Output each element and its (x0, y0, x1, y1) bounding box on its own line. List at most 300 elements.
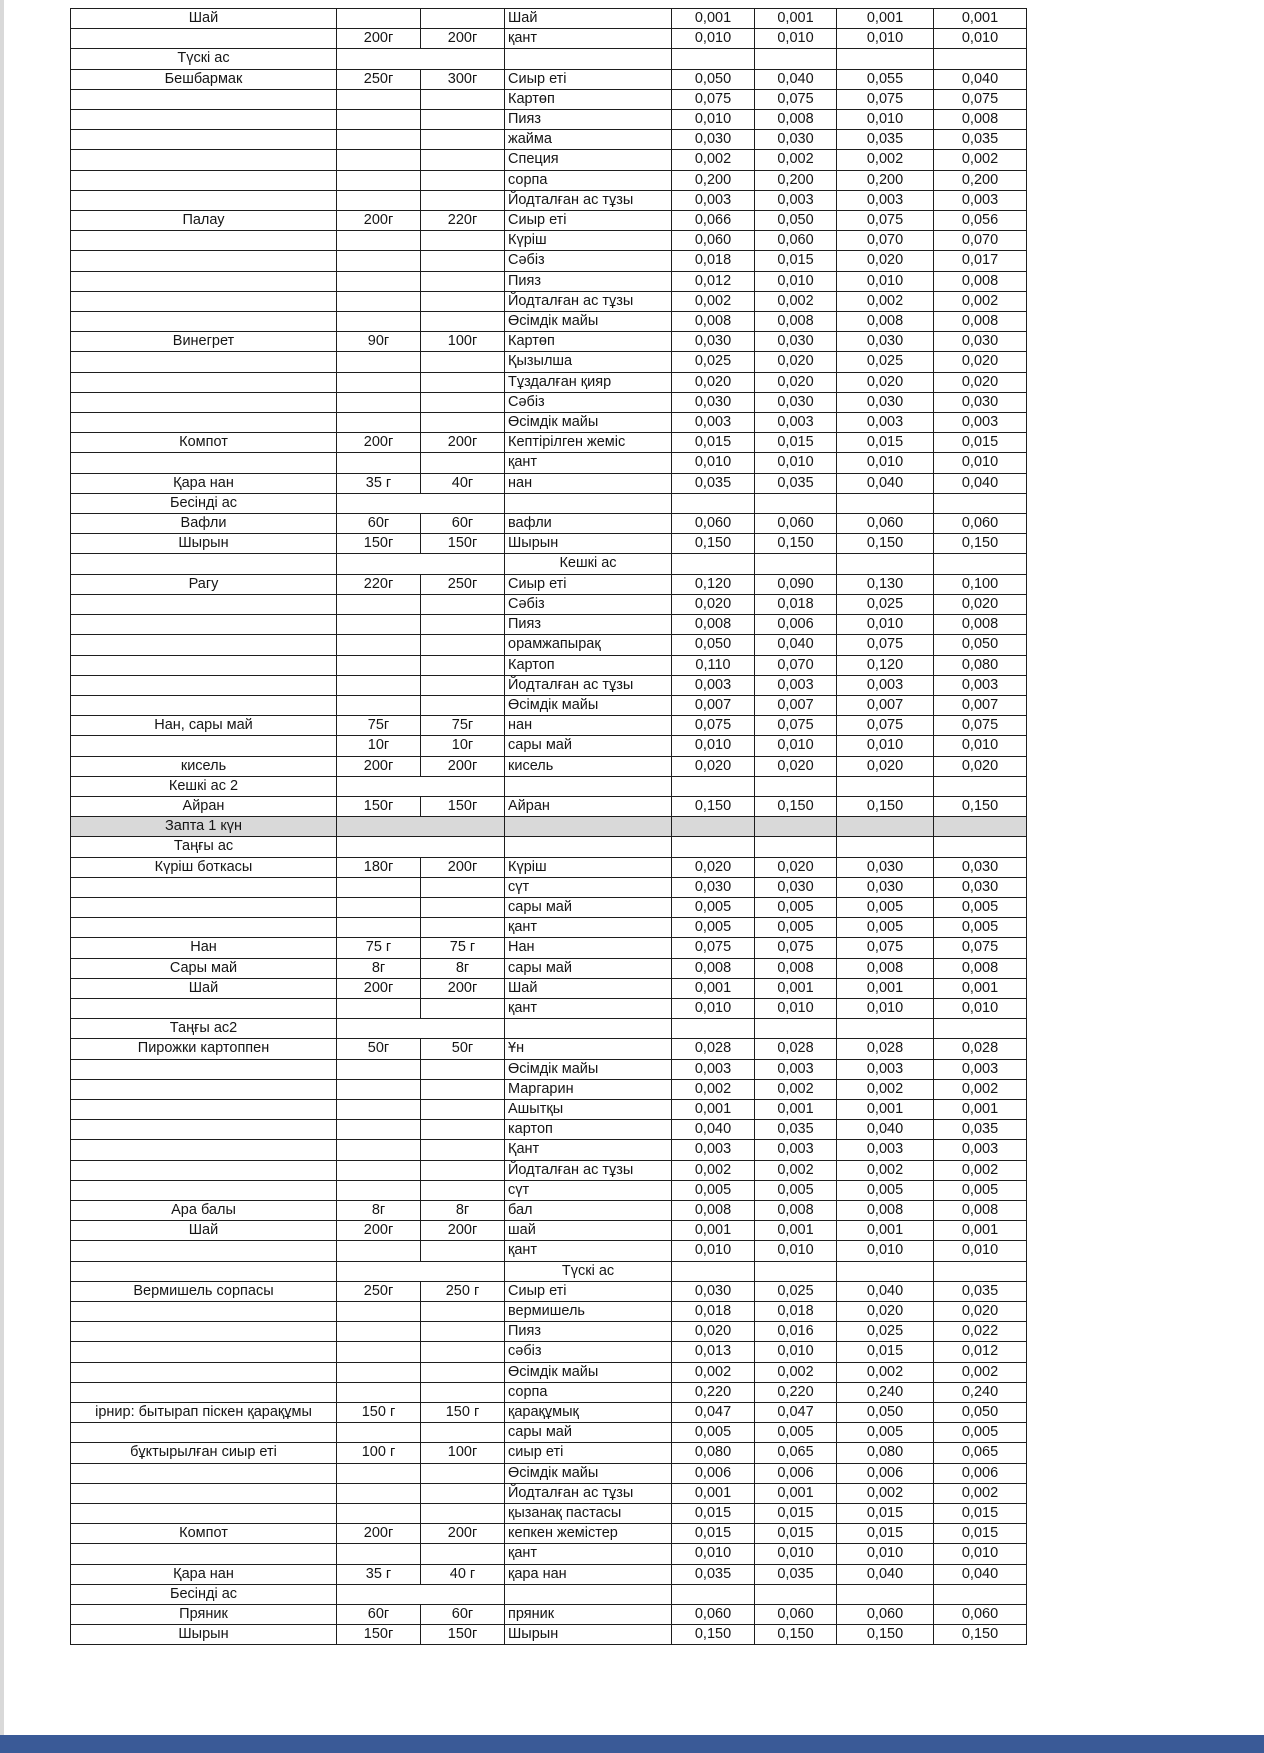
dish-name-cell (71, 1382, 337, 1402)
table-row (71, 251, 1027, 271)
portion-small-cell (337, 291, 421, 311)
dish-name-cell (71, 392, 337, 412)
portion-large-cell (421, 110, 505, 130)
net-large-cell: 0,001 (934, 978, 1027, 998)
net-small-cell: 0,028 (755, 1039, 837, 1059)
gross-small-cell: 0,150 (672, 1625, 755, 1645)
gross-small-cell: 0,013 (672, 1342, 755, 1362)
empty-cell (755, 49, 837, 69)
dish-name-cell: Ара балы (71, 1200, 337, 1220)
net-small-cell: 0,075 (755, 89, 837, 109)
dish-name-cell (71, 352, 337, 372)
net-small-cell: 0,010 (755, 271, 837, 291)
portion-large-cell (421, 1120, 505, 1140)
gross-small-cell: 0,150 (672, 796, 755, 816)
portion-small-cell (337, 392, 421, 412)
portion-small-cell (337, 453, 421, 473)
section-label-cell: Таңғы ас (71, 837, 337, 857)
table-row (71, 231, 1027, 251)
gross-large-cell: 0,010 (837, 1544, 934, 1564)
ingredient-cell: Шай (505, 978, 672, 998)
portion-large-cell (421, 170, 505, 190)
ingredient-cell: сары май (505, 736, 672, 756)
section-row (71, 49, 1027, 69)
gross-small-cell: 0,010 (672, 453, 755, 473)
dish-name-cell (71, 271, 337, 291)
gross-small-cell: 0,030 (672, 877, 755, 897)
portion-small-cell (337, 1241, 421, 1261)
net-small-cell: 0,060 (755, 1605, 837, 1625)
ingredient-cell: Сиыр еті (505, 211, 672, 231)
table-row (71, 433, 1027, 453)
dish-name-cell (71, 190, 337, 210)
dish-name-cell (71, 675, 337, 695)
portion-small-cell: 8г (337, 958, 421, 978)
net-small-cell: 0,030 (755, 877, 837, 897)
gross-small-cell: 0,110 (672, 655, 755, 675)
portion-small-cell: 35 г (337, 1564, 421, 1584)
section-row (71, 493, 1027, 513)
ingredient-cell: сары май (505, 1423, 672, 1443)
portion-large-cell (421, 413, 505, 433)
gross-large-cell: 0,015 (837, 1524, 934, 1544)
dish-name-cell (71, 130, 337, 150)
portion-large-cell (421, 150, 505, 170)
gross-large-cell: 0,070 (837, 231, 934, 251)
portion-small-cell (337, 615, 421, 635)
ingredient-cell: қант (505, 998, 672, 1018)
portion-small-cell (337, 231, 421, 251)
net-large-cell: 0,075 (934, 716, 1027, 736)
net-small-cell: 0,030 (755, 332, 837, 352)
gross-large-cell: 0,005 (837, 918, 934, 938)
gross-large-cell: 0,035 (837, 130, 934, 150)
net-large-cell: 0,002 (934, 1160, 1027, 1180)
empty-cell (837, 1019, 934, 1039)
net-large-cell: 0,028 (934, 1039, 1027, 1059)
net-small-cell: 0,005 (755, 897, 837, 917)
gross-large-cell: 0,002 (837, 1160, 934, 1180)
ingredient-cell: Өсімдік майы (505, 1362, 672, 1382)
gross-small-cell: 0,050 (672, 69, 755, 89)
dish-name-cell (71, 877, 337, 897)
portion-small-cell (337, 1382, 421, 1402)
portion-large-cell (421, 271, 505, 291)
gross-small-cell: 0,002 (672, 291, 755, 311)
portion-large-cell (421, 1140, 505, 1160)
ingredient-cell: сәбіз (505, 1342, 672, 1362)
empty-cell (755, 1261, 837, 1281)
portion-small-cell (337, 695, 421, 715)
net-large-cell: 0,030 (934, 392, 1027, 412)
empty-cell (337, 817, 505, 837)
gross-large-cell: 0,008 (837, 312, 934, 332)
net-large-cell: 0,050 (934, 1403, 1027, 1423)
portion-large-cell (421, 392, 505, 412)
net-small-cell: 0,065 (755, 1443, 837, 1463)
empty-cell (505, 49, 672, 69)
table-row (71, 1059, 1027, 1079)
net-large-cell: 0,003 (934, 190, 1027, 210)
gross-large-cell: 0,150 (837, 796, 934, 816)
portion-large-cell: 75г (421, 716, 505, 736)
net-large-cell: 0,005 (934, 1180, 1027, 1200)
gross-large-cell: 0,060 (837, 514, 934, 534)
net-large-cell: 0,065 (934, 1443, 1027, 1463)
ingredient-cell: Йодталған ас тұзы (505, 1160, 672, 1180)
net-large-cell: 0,020 (934, 1302, 1027, 1322)
gross-large-cell: 0,030 (837, 877, 934, 897)
gross-small-cell: 0,120 (672, 574, 755, 594)
gross-large-cell: 0,015 (837, 1504, 934, 1524)
net-small-cell: 0,035 (755, 473, 837, 493)
gross-small-cell: 0,010 (672, 110, 755, 130)
portion-large-cell (421, 372, 505, 392)
meal-heading-cell: Түскі ас (505, 1261, 672, 1281)
dish-name-cell (71, 231, 337, 251)
portion-large-cell: 150г (421, 796, 505, 816)
gross-small-cell: 0,028 (672, 1039, 755, 1059)
gross-small-cell: 0,012 (672, 271, 755, 291)
gross-small-cell: 0,008 (672, 1200, 755, 1220)
empty-cell (837, 554, 934, 574)
net-large-cell: 0,005 (934, 1423, 1027, 1443)
portion-small-cell: 250г (337, 1281, 421, 1301)
portion-small-cell (337, 635, 421, 655)
ingredient-cell: Күріш (505, 231, 672, 251)
ingredient-cell: Шай (505, 9, 672, 29)
empty-cell (71, 554, 337, 574)
table-row (71, 756, 1027, 776)
portion-large-cell: 200г (421, 29, 505, 49)
gross-small-cell: 0,002 (672, 150, 755, 170)
gross-large-cell: 0,015 (837, 433, 934, 453)
net-large-cell: 0,020 (934, 372, 1027, 392)
gross-small-cell: 0,220 (672, 1382, 755, 1402)
portion-small-cell (337, 1322, 421, 1342)
net-large-cell: 0,008 (934, 1200, 1027, 1220)
dish-name-cell: Қара нан (71, 1564, 337, 1584)
portion-large-cell (421, 918, 505, 938)
table-row (71, 857, 1027, 877)
portion-small-cell (337, 918, 421, 938)
ingredient-cell: сары май (505, 958, 672, 978)
net-small-cell: 0,001 (755, 1483, 837, 1503)
dish-name-cell (71, 655, 337, 675)
dish-name-cell (71, 897, 337, 917)
portion-large-cell (421, 998, 505, 1018)
portion-small-cell (337, 352, 421, 372)
net-small-cell: 0,090 (755, 574, 837, 594)
empty-cell (672, 49, 755, 69)
gross-small-cell: 0,005 (672, 918, 755, 938)
gross-small-cell: 0,001 (672, 1099, 755, 1119)
dish-name-cell: Шырын (71, 534, 337, 554)
empty-cell (337, 1261, 505, 1281)
gross-large-cell: 0,001 (837, 1221, 934, 1241)
portion-small-cell (337, 170, 421, 190)
table-row (71, 1544, 1027, 1564)
empty-cell (672, 554, 755, 574)
dish-name-cell: ірнир: бытырап піскен қарақұмы (71, 1403, 337, 1423)
net-large-cell: 0,040 (934, 69, 1027, 89)
portion-small-cell (337, 1362, 421, 1382)
portion-small-cell (337, 1483, 421, 1503)
net-large-cell: 0,056 (934, 211, 1027, 231)
gross-small-cell: 0,003 (672, 1140, 755, 1160)
net-large-cell: 0,001 (934, 1221, 1027, 1241)
ingredient-cell: қант (505, 1241, 672, 1261)
gross-small-cell: 0,001 (672, 9, 755, 29)
net-large-cell: 0,060 (934, 1605, 1027, 1625)
portion-small-cell (337, 190, 421, 210)
portion-large-cell (421, 1463, 505, 1483)
section-label-cell: Запта 1 күн (71, 817, 337, 837)
gross-small-cell: 0,035 (672, 1564, 755, 1584)
ingredient-cell: қарақұмық (505, 1403, 672, 1423)
empty-cell (755, 1019, 837, 1039)
gross-large-cell: 0,075 (837, 89, 934, 109)
net-small-cell: 0,002 (755, 1079, 837, 1099)
empty-cell (505, 493, 672, 513)
gross-small-cell: 0,003 (672, 675, 755, 695)
portion-small-cell (337, 1180, 421, 1200)
empty-cell (672, 1584, 755, 1604)
portion-large-cell (421, 1342, 505, 1362)
empty-cell (755, 776, 837, 796)
menu-table (70, 8, 1027, 1645)
net-large-cell: 0,005 (934, 918, 1027, 938)
gross-small-cell: 0,066 (672, 211, 755, 231)
gross-large-cell: 0,003 (837, 1059, 934, 1079)
ingredient-cell: картоп (505, 1120, 672, 1140)
gross-small-cell: 0,008 (672, 615, 755, 635)
section-label-cell: Түскі ас (71, 49, 337, 69)
net-large-cell: 0,006 (934, 1463, 1027, 1483)
ingredient-cell: Сиыр еті (505, 574, 672, 594)
table-row (71, 332, 1027, 352)
table-row (71, 1322, 1027, 1342)
dish-name-cell (71, 635, 337, 655)
portion-small-cell (337, 1342, 421, 1362)
net-small-cell: 0,015 (755, 1504, 837, 1524)
section-label-cell: Бесінді ас (71, 1584, 337, 1604)
ingredient-cell: Сиыр еті (505, 1281, 672, 1301)
net-small-cell: 0,010 (755, 736, 837, 756)
table-row (71, 1605, 1027, 1625)
net-large-cell: 0,150 (934, 1625, 1027, 1645)
portion-small-cell: 50г (337, 1039, 421, 1059)
portion-small-cell (337, 1463, 421, 1483)
net-small-cell: 0,030 (755, 130, 837, 150)
gross-small-cell: 0,015 (672, 1504, 755, 1524)
gross-large-cell: 0,025 (837, 352, 934, 372)
portion-small-cell: 200г (337, 211, 421, 231)
empty-cell (934, 776, 1027, 796)
net-large-cell: 0,035 (934, 1281, 1027, 1301)
net-large-cell: 0,035 (934, 1120, 1027, 1140)
gross-small-cell: 0,001 (672, 978, 755, 998)
ingredient-cell: қара нан (505, 1564, 672, 1584)
portion-small-cell (337, 1079, 421, 1099)
dish-name-cell: Компот (71, 1524, 337, 1544)
ingredient-cell: Сәбіз (505, 392, 672, 412)
empty-cell (837, 817, 934, 837)
portion-large-cell: 40 г (421, 1564, 505, 1584)
table-row (71, 1160, 1027, 1180)
net-large-cell: 0,035 (934, 130, 1027, 150)
gross-large-cell: 0,075 (837, 938, 934, 958)
table-row (71, 9, 1027, 29)
portion-small-cell: 75 г (337, 938, 421, 958)
ingredient-cell: Өсімдік майы (505, 312, 672, 332)
ingredient-cell: Ашытқы (505, 1099, 672, 1119)
dish-name-cell: Айран (71, 796, 337, 816)
empty-cell (837, 837, 934, 857)
table-row (71, 1564, 1027, 1584)
gross-large-cell: 0,003 (837, 1140, 934, 1160)
net-small-cell: 0,015 (755, 251, 837, 271)
net-small-cell: 0,003 (755, 1140, 837, 1160)
net-small-cell: 0,003 (755, 190, 837, 210)
empty-cell (337, 776, 505, 796)
table-row (71, 918, 1027, 938)
portion-large-cell (421, 1079, 505, 1099)
table-row (71, 635, 1027, 655)
portion-large-cell (421, 655, 505, 675)
section-row (71, 817, 1027, 837)
ingredient-cell: Нан (505, 938, 672, 958)
dish-name-cell: Винегрет (71, 332, 337, 352)
dish-name-cell: Вафли (71, 514, 337, 534)
portion-large-cell: 60г (421, 514, 505, 534)
net-small-cell: 0,018 (755, 1302, 837, 1322)
gross-small-cell: 0,060 (672, 514, 755, 534)
table-row (71, 413, 1027, 433)
ingredient-cell: қант (505, 453, 672, 473)
portion-large-cell (421, 675, 505, 695)
net-small-cell: 0,003 (755, 413, 837, 433)
portion-small-cell: 150 г (337, 1403, 421, 1423)
net-small-cell: 0,020 (755, 352, 837, 372)
table-row (71, 615, 1027, 635)
dish-name-cell (71, 453, 337, 473)
gross-small-cell: 0,003 (672, 413, 755, 433)
empty-cell (837, 1261, 934, 1281)
ingredient-cell: Йодталған ас тұзы (505, 675, 672, 695)
table-row (71, 1342, 1027, 1362)
empty-cell (934, 493, 1027, 513)
portion-small-cell: 200г (337, 433, 421, 453)
net-large-cell: 0,008 (934, 615, 1027, 635)
portion-large-cell (421, 1322, 505, 1342)
ingredient-cell: Специя (505, 150, 672, 170)
portion-small-cell: 60г (337, 1605, 421, 1625)
portion-small-cell: 150г (337, 534, 421, 554)
net-large-cell: 0,060 (934, 514, 1027, 534)
empty-cell (505, 776, 672, 796)
table-row (71, 89, 1027, 109)
net-small-cell: 0,150 (755, 1625, 837, 1645)
table-row (71, 998, 1027, 1018)
net-large-cell: 0,150 (934, 534, 1027, 554)
portion-large-cell (421, 130, 505, 150)
dish-name-cell (71, 1342, 337, 1362)
gross-large-cell: 0,002 (837, 150, 934, 170)
gross-small-cell: 0,005 (672, 1180, 755, 1200)
gross-small-cell: 0,003 (672, 190, 755, 210)
table-row (71, 655, 1027, 675)
gross-small-cell: 0,060 (672, 1605, 755, 1625)
ingredient-cell: Пияз (505, 1322, 672, 1342)
gross-large-cell: 0,075 (837, 635, 934, 655)
portion-large-cell (421, 1241, 505, 1261)
ingredient-cell: нан (505, 716, 672, 736)
table-row (71, 110, 1027, 130)
net-small-cell: 0,047 (755, 1403, 837, 1423)
portion-large-cell: 300г (421, 69, 505, 89)
gross-large-cell: 0,008 (837, 1200, 934, 1220)
table-row (71, 271, 1027, 291)
gross-large-cell: 0,005 (837, 1423, 934, 1443)
gross-small-cell: 0,020 (672, 1322, 755, 1342)
dish-name-cell: Нан (71, 938, 337, 958)
portion-large-cell: 75 г (421, 938, 505, 958)
net-large-cell: 0,005 (934, 897, 1027, 917)
gross-large-cell: 0,002 (837, 291, 934, 311)
portion-large-cell: 200г (421, 433, 505, 453)
dish-name-cell (71, 1463, 337, 1483)
portion-small-cell (337, 1544, 421, 1564)
portion-small-cell (337, 998, 421, 1018)
gross-small-cell: 0,008 (672, 958, 755, 978)
table-row (71, 1099, 1027, 1119)
dish-name-cell (71, 1544, 337, 1564)
gross-large-cell: 0,030 (837, 857, 934, 877)
net-large-cell: 0,003 (934, 675, 1027, 695)
net-small-cell: 0,075 (755, 716, 837, 736)
dish-name-cell (71, 150, 337, 170)
net-small-cell: 0,010 (755, 998, 837, 1018)
portion-large-cell (421, 291, 505, 311)
dish-name-cell (71, 1423, 337, 1443)
dish-name-cell (71, 413, 337, 433)
portion-small-cell (337, 110, 421, 130)
net-small-cell: 0,070 (755, 655, 837, 675)
ingredient-cell: Кептірілген жеміс (505, 433, 672, 453)
empty-cell (837, 493, 934, 513)
table-row (71, 392, 1027, 412)
dish-name-cell: Пирожки картоппен (71, 1039, 337, 1059)
table-row (71, 736, 1027, 756)
gross-small-cell: 0,001 (672, 1483, 755, 1503)
net-small-cell: 0,010 (755, 29, 837, 49)
ingredient-cell: Күріш (505, 857, 672, 877)
gross-small-cell: 0,075 (672, 938, 755, 958)
net-small-cell: 0,060 (755, 231, 837, 251)
portion-small-cell (337, 413, 421, 433)
net-large-cell: 0,008 (934, 958, 1027, 978)
dish-name-cell: Шай (71, 9, 337, 29)
net-large-cell: 0,003 (934, 1059, 1027, 1079)
portion-large-cell (421, 89, 505, 109)
gross-large-cell: 0,010 (837, 998, 934, 1018)
table-row (71, 675, 1027, 695)
dish-name-cell (71, 1160, 337, 1180)
gross-large-cell: 0,001 (837, 1099, 934, 1119)
ingredient-cell: Сиыр еті (505, 69, 672, 89)
table-row (71, 352, 1027, 372)
